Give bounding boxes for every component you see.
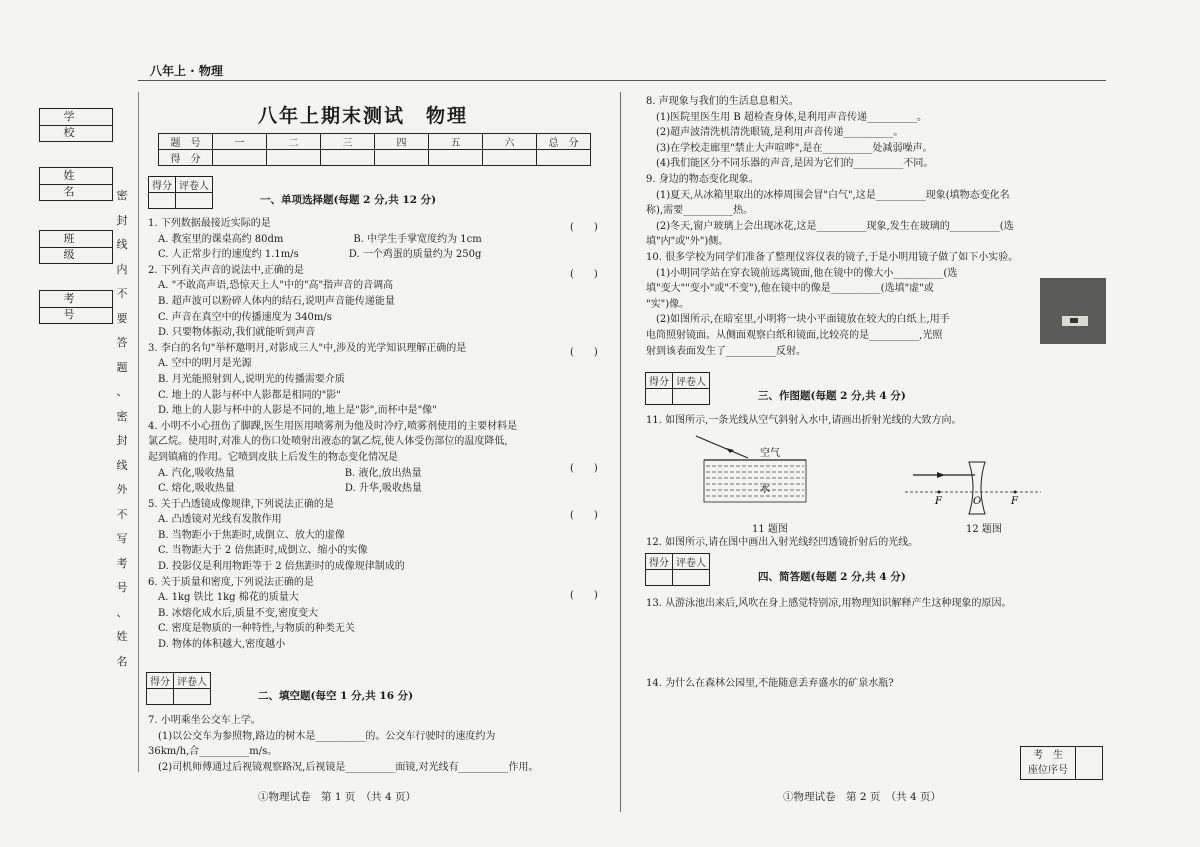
answer-bracket-3[interactable]: ( ) — [570, 347, 598, 358]
question-7: 7. 小明乘坐公交车上学。 (1)以公交车为参照物,路边的树木是__________的。公交车行驶时的速度约为 36km/h,合__________m/s。 (2)司机师傅通过后视镜观察路况,后视镜是__________面镜,对光线有__________作用。 — [148, 715, 539, 773]
figure-11 — [690, 432, 810, 516]
focus-left-label: F — [935, 496, 942, 507]
score-table: 题 号 一 二 三 四 五 六 总 分 得 分 — [158, 133, 591, 166]
question-12: 12. 如图所示,请在图中画出入射光线经凹透镜折射后的光线。 — [646, 537, 919, 548]
exam-number-box[interactable] — [39, 290, 113, 324]
air-label: 空气 — [760, 448, 780, 459]
name-label: 姓 名 — [40, 168, 112, 185]
grader-box-2: 得分 评卷人 — [146, 672, 211, 705]
section-1-title: 一、单项选择题(每题 2 分,共 12 分) — [260, 194, 437, 206]
page-divider — [620, 92, 621, 812]
school-box[interactable] — [39, 108, 113, 142]
header-rule — [138, 80, 1106, 81]
footer-page-2: ①物理试卷 第 2 页 （共 4 页） — [783, 791, 941, 803]
ray-arrow — [726, 448, 734, 453]
question-11: 11. 如图所示,一条光线从空气斜射入水中,请画出折射光线的大致方向。 — [646, 415, 962, 426]
section-3-title: 三、作图题(每题 2 分,共 4 分) — [758, 390, 906, 402]
figure-11-caption: 11 题图 — [752, 524, 788, 535]
question-13: 13. 从游泳池出来后,风吹在身上感觉特别凉,用物理知识解释产生这种现象的原因。 — [646, 598, 1012, 609]
grader-box-3: 得分 评卷人 — [645, 372, 710, 405]
optical-center-label: O — [973, 496, 982, 507]
seat-number-box — [1020, 746, 1103, 780]
class-box[interactable] — [39, 230, 113, 264]
seat-number-field[interactable] — [1076, 747, 1103, 780]
seat-label-2: 座位序号 — [1028, 765, 1068, 776]
seat-label-1: 考 生 — [1033, 750, 1063, 761]
seal-line-text: 密 封 线 内 不 要 答 题 、 密 封 线 外 不 写 考 号 、 姓 名 — [116, 189, 128, 668]
exam-number-label: 考 号 — [40, 291, 112, 308]
binding-rule — [138, 92, 139, 772]
question-14: 14. 为什么在森林公园里,不能随意丢弃盛水的矿泉水瓶? — [646, 678, 894, 689]
ray-arrow — [937, 472, 945, 478]
incident-ray — [696, 436, 748, 458]
answer-bracket-5[interactable]: ( ) — [570, 510, 598, 521]
school-label: 学 校 — [40, 109, 112, 126]
grader-box-1: 得分 评卷人 — [148, 176, 213, 209]
answer-bracket-4[interactable]: ( ) — [570, 463, 598, 474]
answer-bracket-2[interactable]: ( ) — [570, 269, 598, 280]
grader-box-4: 得分 评卷人 — [645, 553, 710, 586]
footer-page-1: ①物理试卷 第 1 页 （共 4 页） — [258, 791, 416, 803]
water-label: 水 — [760, 484, 770, 495]
exam-title: 八年上期末测试 物理 — [258, 105, 469, 127]
mirror-experiment-photo — [1040, 278, 1106, 344]
answer-bracket-6[interactable]: ( ) — [570, 590, 598, 601]
focus-right-label: F — [1011, 496, 1018, 507]
subject-tag: 八年上 · 物理 — [150, 64, 223, 78]
fill-questions-right: 8. 声现象与我们的生活息息相关。 (1)医院里医生用 B 超检查身体,是利用声音传递__________。 (2)超声波清洗机清洗眼镜,是利用声音传递__________。 (3)在学校走廊里"禁止大声喧哗",是在__________处减弱噪声。 (4)我们能区分不同乐器的声音,是因为它们的__________不同。 9. 身边的物态变化现象。 (1)夏天,从冰箱里取出的冰棒周围会冒"白气",这是__________现象(填物态变化名 称),需要__________热。 (2)冬天,窗户玻璃上会出现冰花,这是__________现象,发生在玻璃的__________(选 填"内"或"外")侧。 10. 很多学校为同学们准备了整理仪容仪表的镜子,于是小明用镜子做了如下小实验。 (1)小明同学站在穿衣镜前远离镜面,他在镜中的像大小__________(选 填"变大""变小"或"不变"),他在镜中的像是__________(选填"虚"或 "实")像。 (2)如图所示,在暗室里,小明将一块小平面镜放在较大的白纸上,用手 电筒照射镜面。从侧面观察白纸和镜面,比较亮的是__________,光照 射到该表面发生了__________反射。 — [646, 96, 1019, 357]
class-label: 班 级 — [40, 231, 112, 248]
section-4-title: 四、简答题(每题 2 分,共 4 分) — [758, 571, 906, 583]
figure-12 — [905, 460, 1045, 516]
mc-questions: 1. 下列数据最接近实际的是 A. 教室里的课桌高约 80dm B. 中学生手掌宽度约为 1cm C. 人正常步行的速度约 1.1m/s D. 一个鸡蛋的质量约为 250g 2. 下列有关声音的说法中,正确的是 A. "不敢高声语,恐惊天上人"中的"高"指声音的音调高 B. 超声波可以粉碎人体内的结石,说明声音能传递能量 C. 声音在真空中的传播速度为 340m/s D. 只要物体振动,我们就能听到声音 3. 李白的名句"举杯邀明月,对影成三人"中,涉及的光学知识理解正确的是 A. 空中的明月是光源 B. 月光能照射到人,说明光的传播需要介质 C. 地上的人影与杯中人影都是相同的"影" D. 地上的人影与杯中的人影是不同的,地上是"影",而杯中是"像" 4. 小明不小心扭伤了脚踝,医生用医用喷雾剂为他及时冷疗,喷雾剂使用的主要材料是 氯乙烷。使用时,对准人的伤口处喷射出液态的氯乙烷,使人体受伤部位的温度降低, 起到镇痛的作用。它喷到皮肤上后发生的物态变化情况是 A. 汽化,吸收热量 B. 液化,放出热量 C. 熔化,吸收热量 D. 升华,吸收热量 5. 关于凸透镜成像规律,下列说法正确的是 A. 凸透镜对光线有发散作用 B. 当物距小于焦距时,成倒立、放大的虚像 C. 当物距大于 2 倍焦距时,成倒立、缩小的实像 D. 投影仪是利用物距等于 2 倍焦距时的成像规律制成的 6. 关于质量和密度,下列说法正确的是 A. 1kg 铁比 1kg 棉花的质量大 B. 冰熔化成水后,质量不变,密度变大 C. 密度是物质的一种特性,与物质的种类无关 D. 物体的体积越大,密度越小 — [148, 218, 518, 651]
section-2-title: 二、填空题(每空 1 分,共 16 分) — [258, 690, 414, 702]
answer-bracket-1[interactable]: ( ) — [570, 222, 598, 233]
name-box[interactable] — [39, 167, 113, 201]
water-hatching — [706, 466, 804, 496]
figure-12-caption: 12 题图 — [966, 524, 1002, 535]
